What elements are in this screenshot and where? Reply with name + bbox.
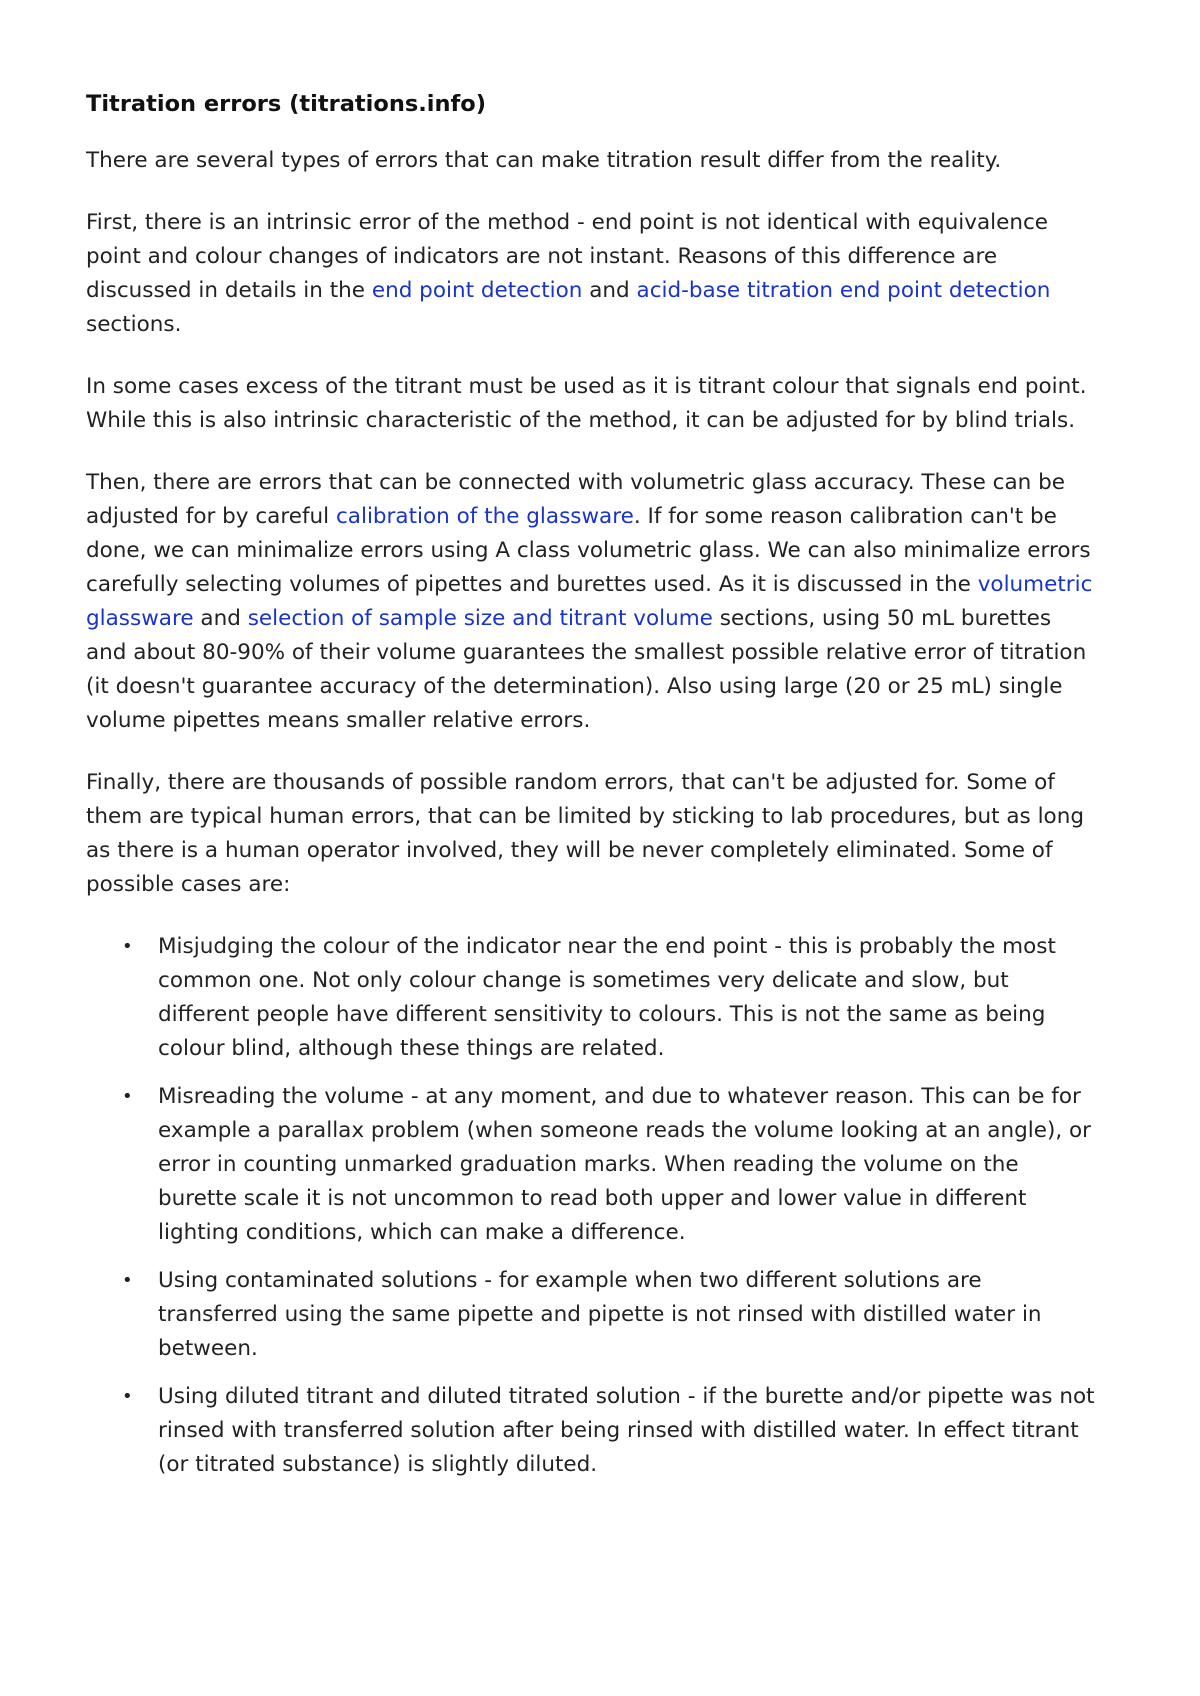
document-page	[86, 88, 1096, 1496]
acid-base-end-point-detection-link[interactable]: acid-base titration end point detection	[636, 278, 1051, 303]
calibration-of-glassware-link[interactable]: calibration of the glassware	[335, 504, 634, 529]
volumetric-glassware-link[interactable]: volumetric glassware	[86, 572, 1093, 631]
list-item-text: Using diluted titrant and diluted titrated solution - if the burette and/or pipette was not rinsed with transferred solution after being rinsed with distilled water. In effect titrant (or titrated substance) is slightly diluted.	[158, 1384, 1095, 1477]
paragraph-glass-accuracy	[86, 466, 1096, 738]
paragraph-text: and	[582, 278, 637, 303]
paragraph-excess-titrant: In some cases excess of the titrant must be used as it is titrant colour that signals end point. While this is also intrinsic characteristic of the method, it can be adjusted for by blind trials.	[86, 374, 1087, 433]
list-item	[122, 930, 1096, 1066]
list-item	[122, 1264, 1096, 1366]
paragraph-intrinsic-error	[86, 206, 1096, 342]
bullet-icon: •	[122, 1086, 133, 1107]
paragraph-text: . If for some reason calibration can't be done, we can minimalize errors using A class volumetric glass. We can also minimalize errors carefully selecting volumes of pipettes and burettes used. As it is discussed in the	[86, 504, 1091, 597]
list-item	[122, 1080, 1096, 1250]
list-item-text: Misjudging the colour of the indicator near the end point - this is probably the most common one. Not only colour change is sometimes very delicate and slow, but different people have different sensitivity to colours. This is not the same as being colour blind, although these things are related.	[158, 934, 1056, 1061]
paragraph-text: sections, using 50 mL burettes and about 80-90% of their volume guarantees the smallest possible relative error of titration (it doesn't guarantee accuracy of the determination). Also using large (20 or 25 mL) single volume pipettes means smaller relative errors.	[86, 606, 1087, 733]
paragraph-text: Then, there are errors that can be connected with volumetric glass accuracy. These can be adjusted for by careful	[86, 470, 1065, 529]
sample-size-titrant-volume-link[interactable]: selection of sample size and titrant volume	[247, 606, 713, 631]
paragraph-text: sections.	[86, 312, 182, 337]
list-item-text: Using contaminated solutions - for example when two different solutions are transferred using the same pipette and pipette is not rinsed with distilled water in between.	[158, 1268, 1042, 1361]
list-item	[122, 1380, 1096, 1482]
page-title: Titration errors (titrations.info)	[86, 91, 487, 117]
bullet-icon: •	[122, 936, 133, 957]
intro-paragraph: There are several types of errors that can make titration result differ from the reality.	[86, 148, 1002, 173]
error-cases-list	[86, 930, 1096, 1482]
paragraph-text: and	[193, 606, 248, 631]
bullet-icon: •	[122, 1270, 133, 1291]
end-point-detection-link[interactable]: end point detection	[371, 278, 583, 303]
bullet-icon: •	[122, 1386, 133, 1407]
paragraph-random-errors: Finally, there are thousands of possible random errors, that can't be adjusted for. Some of them are typical human errors, that can be limited by sticking to lab procedures, but as long as there is a human operator involved, they will be never completely eliminated. Some of possible cases are:	[86, 770, 1084, 897]
paragraph-text: First, there is an intrinsic error of the method - end point is not identical with equivalence point and colour changes of indicators are not instant. Reasons of this difference are discussed in details in the	[86, 210, 1049, 303]
list-item-text: Misreading the volume - at any moment, and due to whatever reason. This can be for example a parallax problem (when someone reads the volume looking at an angle), or error in counting unmarked graduation marks. When reading the volume on the burette scale it is not uncommon to read both upper and lower value in different lighting conditions, which can make a difference.	[158, 1084, 1091, 1245]
